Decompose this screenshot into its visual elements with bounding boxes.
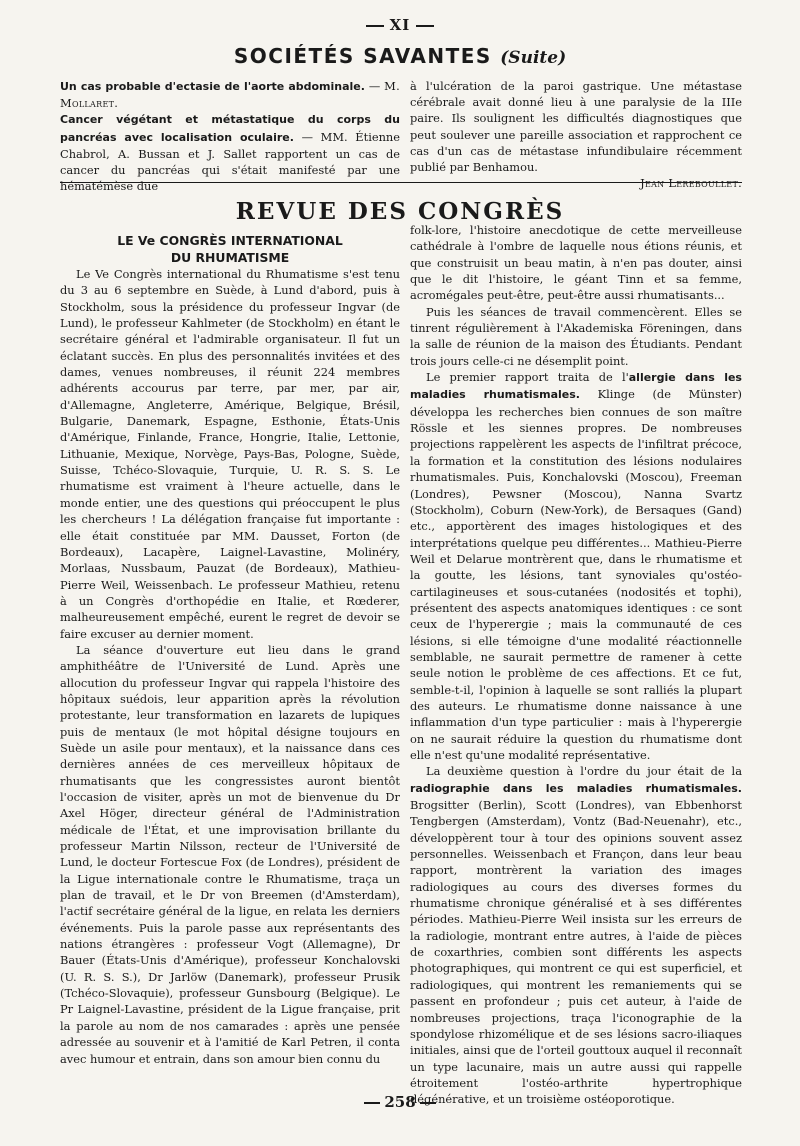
paragraph: La séance d'ouverture eut lieu dans le grand amphithéâtre de l'Université de Lund. Après une allocution du professeur Ingvar qui rappela l'histoire des hôpitaux suédois, leur apparition après la révolution protestante, leur transformation en lazarets de lupiques puis de mentaux (le mot hôpital désigne toujours en Suède un asile pour mentaux), et la naissance dans ces dernières années de ces merveilleux hôpitaux de rhumatisants que les congressistes auront bientôt l'occasion de visiter, après un mot de bienvenue du Dr Axel Höger, directeur général de l'Administration médicale de l'État, et une improvisation brillante du professeur Martin Nilsson, recteur de l'Université de Lund, le docteur Fortescue Fox (de Londres), président de la Ligue internationale contre le Rhumatisme, traça un plan de travail, et le Dr von Breemen (d'Amsterdam), l'actif secrétaire général de la ligue, en relata les derniers événements. Puis la parole passe aux représentants des nations étrangères : professeur Vogt (Allemagne), Dr Bauer (États-Unis d'Amérique), professeur Konchalovski (U. R. S. S.), Dr Jarlöw (Danemark), professeur Prusik (Tchéco-Slovaquie), professeur Gunsbourg (Belgique). Le Pr Laignel-Lavastine, président de la Ligue française, prit la parole au nom de nos camarades : après une pensée adressée au souvenir et à l'amitié de Karl Petren, il conta avec humour et entrain, dans son amour bien connu du (60, 642, 400, 1066)
article-right-column (410, 222, 742, 1107)
text-run: Brogsitter (Berlin), Scott (Londres), van Ebbenhorst Tengbergen (Amsterdam), Vontz (Bad-Neuenahr), etc., développèrent tour à tour des opinions souvent assez personnelles. Weissenbach et Françon, dans leur beau rapport, montrèrent la variation des images radiologiques au cours des diverses formes du rhumatisme chronique généralisé et à ses différentes périodes. Mathieu-Pierre Weil insista sur les erreurs de la radiologie, montrant entre autres, à l'aide de pièces de coxarthries, combien sont différents les aspects photographiques, qui montrent ce qui est superficiel, et radiologiques, qui montrent les remaniements qui se passent en profondeur ; puis cet auteur, à l'aide de nombreuses projections, traça l'iconographie de la spondylose rhizomélique et de ses lésions sacro-iliaques initiales, ainsi que de l'orteil gouttoux auquel il reconnaît un type lacunaire, mais un autre aussi qui rappelle étroitement l'ostéo-arthrite hypertrophique dégénérative, et un troisième ostéoporotique. (410, 798, 742, 1107)
text-run: Klinge (de Münster) développa les recherches bien connues de son maître Rössle et les siennes propres. De nombreuses projections rappelèrent les aspects de l'infiltrat précoce, la formation et la constitution des lésions nodulaires rhumatismales. Puis, Konchalovski (Moscou), Freeman (Londres), Pewsner (Moscou), Nanna Svartz (Stockholm), Coburn (New-York), de Bersaques (Gand) etc., apportèrent des images histologiques et des interprétations quelque peu différentes... Mathieu-Pierre Weil et Delarue montrèrent que, dans le rhumatisme et la goutte, les lésions, tant synoviales qu'ostéo-cartilagineuses et sous-cutanées (nodosités et tophi), présentent des aspects anatomiques identiques : ce sont ceux de l'hyperergie ; mais la communauté de ces lésions, si elle témoigne d'une modalité réactionnelle semblable, ne saurait permettre de ramener à cette seule notion le problème de ces affections. Et ce fut, semble-t-il, l'opinion à laquelle se sont ralliés la plupart des auteurs. Le rhumatisme donne naissance à une inflammation d'un type particulier : mais à l'hyperergie on ne saurait réduire la question du rhumatisme dont elle n'est qu'une modalité représentative. (410, 387, 742, 762)
item2-title: Cancer végétant et métastatique du corps du pancréas avec localisation oculaire. (60, 113, 400, 144)
section-divider (60, 182, 742, 183)
topic-radiographie: radiographie dans les maladies rhumatismales. (410, 781, 742, 795)
top-folio (0, 16, 800, 34)
paragraph-radiographie (410, 763, 742, 1107)
article-left-column (60, 232, 400, 1087)
societes-right-column (410, 78, 742, 191)
folio-dash-right (420, 1102, 436, 1104)
societes-continuation: à l'ulcération de la paroi gastrique. Une métastase cérébrale avait donné lieu à une paralysie de la IIIe paire. Ils soulignent les difficultés diagnostiques que peut soulever une pareille association et rapprochent ce cas d'un cas de métastase infundibulaire récemment publié par Benhamou. (410, 79, 742, 175)
societes-item-1: Un cas probable d'ectasie de l'aorte abdominale. — M. Mollaret. (60, 79, 400, 111)
text-run: La deuxième question à l'ordre du jour était de la (426, 764, 742, 779)
page-roman-number: XI (389, 16, 411, 34)
paragraph: Puis les séances de travail commencèrent. Elles se tinrent régulièrement à l'Akademiska Föreningen, dans la salle de réunion de la maison des Étudiants. Pendant trois jours celle-ci ne désemplit point. (410, 304, 742, 368)
folio-dash-left (364, 1102, 380, 1104)
congres-title-line2: DU RHUMATISME (170, 250, 290, 265)
revue-title: REVUE DES CONGRÈS (235, 198, 565, 225)
congres-heading (60, 232, 400, 266)
topic-allergie: allergie dans les maladies rhumatismales. (410, 371, 742, 402)
text-run: Le premier rapport traita de l' (426, 370, 629, 385)
item1-author: M. Mollaret. (60, 79, 400, 111)
page-number: 258 (384, 1093, 416, 1111)
paragraph: Le Ve Congrès international du Rhumatisme s'est tenu du 3 au 6 septembre en Suède, à Lund d'abord, puis à Stockholm, sous la présidence du professeur Ingvar (de Lund), le professeur Kahlmeter (de Stockholm) en étant le secrétaire général et l'admirable organisateur. Il fut un éclatant succès. En plus des personnalités invitées et des dames, venues nombreuses, il réunit 224 membres adhérents accourus par terre, par mer, par air, d'Allemagne, Angleterre, Amérique, Belgique, Brésil, Bulgarie, Danemark, Espagne, Esthonie, États-Unis d'Amérique, Finlande, France, Hongrie, Italie, Lettonie, Lithuanie, Mexique, Norvège, Pays-Bas, Pologne, Suède, Suisse, Tchéco-Slovaquie, Turquie, U. R. S. S. Le rhumatisme est vraiment à l'heure actuelle, dans le monde entier, une des questions qui préoccupent le plus les chercheurs ! La délégation française fut importante : elle était constituée par MM. Dausset, Forton (de Bordeaux), Lacapère, Laignel-Lavastine, Molinéry, Morlaas, Nussbaum, Pauzat (de Bordeaux), Mathieu-Pierre Weil, Weissenbach. Le professeur Mathieu, retenu à un Congrès d'orthopédie en Italie, et Rœderer, malheureusement empêché, eurent le regret de devoir se faire excuser au dernier moment. (60, 267, 400, 641)
paragraph: folk-lore, l'histoire anecdotique de cette merveilleuse cathédrale à l'ombre de laquelle nous étions réunis, et que construisit un beau matin, à n'en pas douter, ainsi que le dit l'histoire, le géant Tinn et sa femme, acromégales peut-être, peut-être aussi rhumatisants... (410, 223, 742, 303)
bottom-folio (0, 1093, 800, 1111)
section-suffix: (Suite) (500, 48, 567, 68)
folio-dash-right (416, 25, 434, 27)
signature: Jean Lereboullet. (640, 176, 742, 191)
section-title: SOCIÉTÉS SAVANTES (233, 44, 492, 68)
paragraph-allergie (410, 369, 742, 763)
item1-title: Un cas probable d'ectasie de l'aorte abdominale. (60, 80, 365, 93)
societes-left-column (60, 78, 400, 194)
section-header (0, 44, 800, 68)
congres-title-line1: LE Ve CONGRÈS INTERNATIONAL (117, 233, 343, 248)
folio-dash-left (366, 25, 384, 27)
item2-text: — MM. Étienne Chabrol, A. Bussan et J. Sallet rapportent un cas de cancer du pancréas qui s'était manifesté par une hématémèse due (60, 129, 400, 194)
